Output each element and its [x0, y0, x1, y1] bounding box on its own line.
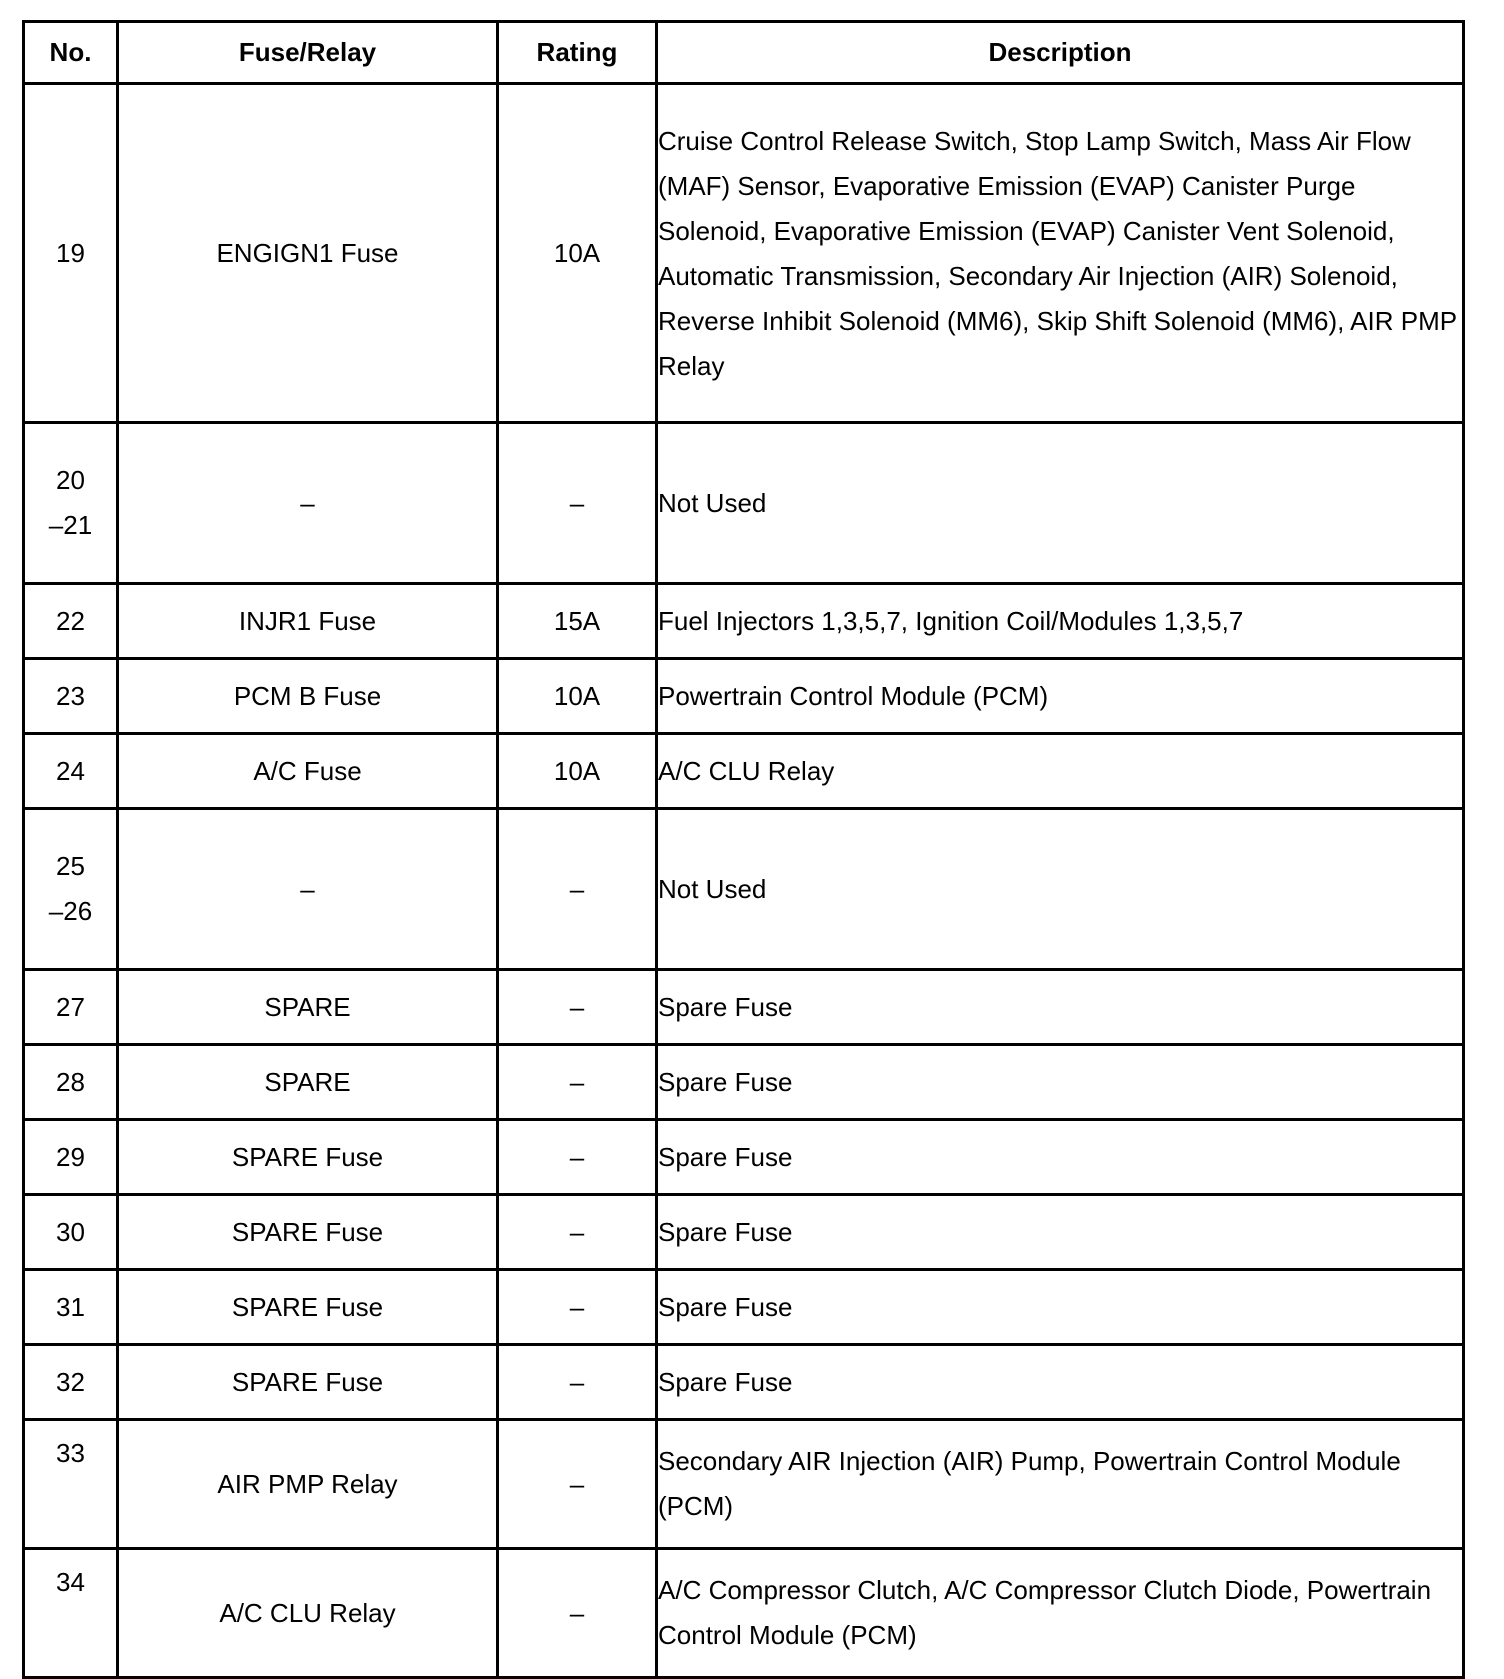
fuse-number: 22 — [24, 584, 118, 659]
fuse-rating: 10A — [498, 659, 657, 734]
fuse-rating: – — [498, 1270, 657, 1345]
table-row — [24, 1345, 1464, 1420]
fuse-description: Secondary AIR Injection (AIR) Pump, Powertrain Control Module (PCM) — [657, 1420, 1464, 1549]
fuse-description: Spare Fuse — [657, 1345, 1464, 1420]
fuse-number-range — [24, 809, 118, 970]
fuse-number: 27 — [24, 970, 118, 1045]
table-row — [24, 1195, 1464, 1270]
table-row — [24, 1549, 1464, 1678]
fuse-rating: – — [498, 1549, 657, 1678]
fuse-rating: – — [498, 1420, 657, 1549]
fuse-description: Spare Fuse — [657, 1045, 1464, 1120]
fuse-number: 34 — [24, 1549, 118, 1678]
fuse-number: 24 — [24, 734, 118, 809]
fuse-description: Not Used — [657, 809, 1464, 970]
fuse-name: SPARE — [118, 1045, 498, 1120]
fuse-rating: 15A — [498, 584, 657, 659]
fuse-number: 32 — [24, 1345, 118, 1420]
fuse-name: PCM B Fuse — [118, 659, 498, 734]
fuse-rating: – — [498, 970, 657, 1045]
fuse-name: INJR1 Fuse — [118, 584, 498, 659]
fuse-description: Not Used — [657, 423, 1464, 584]
fuse-name: SPARE Fuse — [118, 1120, 498, 1195]
fuse-rating: 10A — [498, 84, 657, 423]
fuse-description: Spare Fuse — [657, 970, 1464, 1045]
fuse-number: 33 — [24, 1420, 118, 1549]
fuse-name: SPARE Fuse — [118, 1270, 498, 1345]
fuse-name: SPARE Fuse — [118, 1195, 498, 1270]
header-rating: Rating — [498, 22, 657, 84]
fuse-number-start: 25 — [56, 851, 85, 881]
fuse-name: – — [118, 809, 498, 970]
table-row — [24, 584, 1464, 659]
fuse-rating: – — [498, 809, 657, 970]
fuse-name: SPARE — [118, 970, 498, 1045]
fuse-name: AIR PMP Relay — [118, 1420, 498, 1549]
fuse-description: Cruise Control Release Switch, Stop Lamp Switch, Mass Air Flow (MAF) Sensor, Evaporative Emission (EVAP) Canister Purge Solenoid, Evaporative Emission (EVAP) Canister Vent Solenoid, Automatic Transmission, Secondary Air Injection (AIR) Solenoid, Reverse Inhibit Solenoid (MM6), Skip Shift Solenoid (MM6), AIR PMP Relay — [657, 84, 1464, 423]
fuse-number-range — [24, 423, 118, 584]
fuse-relay-table — [22, 20, 1465, 1679]
fuse-number: 28 — [24, 1045, 118, 1120]
fuse-description: Spare Fuse — [657, 1120, 1464, 1195]
header-fuse-relay: Fuse/Relay — [118, 22, 498, 84]
fuse-name: ENGIGN1 Fuse — [118, 84, 498, 423]
fuse-description: A/C CLU Relay — [657, 734, 1464, 809]
fuse-number: 30 — [24, 1195, 118, 1270]
fuse-number: 31 — [24, 1270, 118, 1345]
fuse-rating: – — [498, 1195, 657, 1270]
table-row — [24, 423, 1464, 584]
fuse-number: 29 — [24, 1120, 118, 1195]
fuse-name: – — [118, 423, 498, 584]
table-row — [24, 809, 1464, 970]
fuse-description: Spare Fuse — [657, 1270, 1464, 1345]
fuse-description: Powertrain Control Module (PCM) — [657, 659, 1464, 734]
table-row — [24, 970, 1464, 1045]
fuse-name: A/C Fuse — [118, 734, 498, 809]
fuse-description: Spare Fuse — [657, 1195, 1464, 1270]
fuse-rating: – — [498, 1120, 657, 1195]
fuse-number: 23 — [24, 659, 118, 734]
header-no: No. — [24, 22, 118, 84]
fuse-number-start: 20 — [56, 465, 85, 495]
table-row — [24, 1045, 1464, 1120]
fuse-description: Fuel Injectors 1,3,5,7, Ignition Coil/Modules 1,3,5,7 — [657, 584, 1464, 659]
table-row — [24, 1270, 1464, 1345]
table-row — [24, 84, 1464, 423]
table-row — [24, 1420, 1464, 1549]
table-header-row — [24, 22, 1464, 84]
table-row — [24, 734, 1464, 809]
fuse-number-end: –21 — [48, 510, 93, 540]
fuse-name: SPARE Fuse — [118, 1345, 498, 1420]
fuse-number: 19 — [24, 84, 118, 423]
fuse-rating: – — [498, 1345, 657, 1420]
fuse-number-end: –26 — [48, 896, 93, 926]
fuse-description: A/C Compressor Clutch, A/C Compressor Clutch Diode, Powertrain Control Module (PCM) — [657, 1549, 1464, 1678]
fuse-rating: 10A — [498, 734, 657, 809]
table-row — [24, 659, 1464, 734]
fuse-name: A/C CLU Relay — [118, 1549, 498, 1678]
fuse-rating: – — [498, 1045, 657, 1120]
header-description: Description — [657, 22, 1464, 84]
fuse-rating: – — [498, 423, 657, 584]
table-row — [24, 1120, 1464, 1195]
